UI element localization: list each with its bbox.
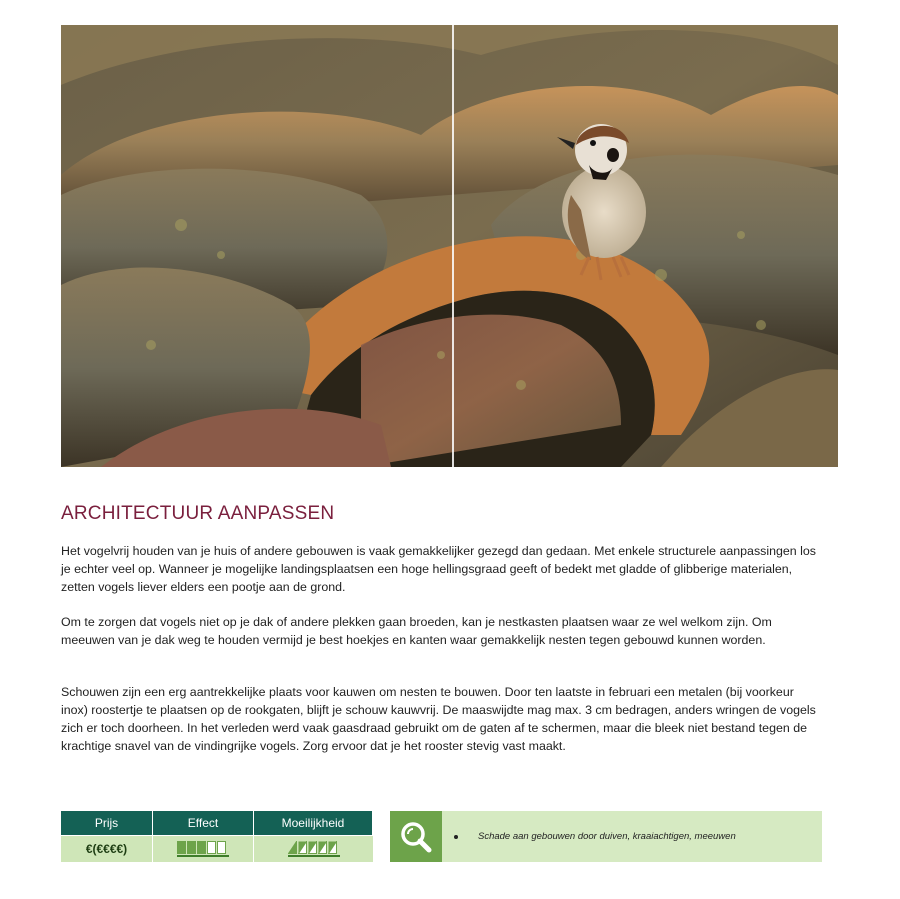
difficulty-rating — [254, 835, 373, 862]
difficulty-base-line — [288, 855, 340, 857]
effect-bar — [187, 841, 196, 854]
rating-header-effect: Effect — [153, 811, 254, 835]
difficulty-bar — [308, 841, 317, 854]
price-rating — [61, 835, 153, 862]
paragraph-chimneys: Schouwen zijn een erg aantrekkelijke plaats voor kauwen om nesten te bouwen. Door ten laatste in februari een metalen (bij voorkeur inox) roostertje te plaatsen op de rookgaten, blijft je schouw kauwvrij. De maaswijdte mag max. 3 cm bedragen, anders wringen de vogels zich er toch doorheen. In het verleden werd vaak gaasdraad gebruikt om de gaten af te schermen, maar die bleek niet bestand tegen de krachtige snavel van de vindingrijke vogels. Zorg ervoor dat je het rooster stevig vast maakt. — [61, 685, 816, 753]
effect-base-line — [177, 855, 229, 857]
paragraph-nestboxes: Om te zorgen dat vogels niet op je dak of andere plekken gaan broeden, kan je nestkasten plaatsen waar ze wel welkom zijn. Om meeuwen van je dak weg te houden vermijd je best hoekjes en kanten waar gemakkelijk nesten tegen gebouwd kunnen worden. — [61, 615, 772, 647]
effect-bar — [177, 841, 186, 854]
rating-header-difficulty: Moeilijkheid — [254, 811, 373, 835]
damage-item: Schade aan gebouwen door duiven, kraaiachtigen, meeuwen — [478, 831, 736, 842]
effect-bar — [217, 841, 226, 854]
rating-table — [61, 811, 373, 862]
rating-header-price: Prijs — [61, 811, 153, 835]
effect-bars — [177, 841, 226, 854]
hero-photo — [61, 25, 838, 467]
difficulty-bar — [318, 841, 327, 854]
difficulty-bar — [298, 841, 307, 854]
search-icon — [390, 811, 442, 862]
difficulty-bar — [328, 841, 337, 854]
bullet-icon — [454, 835, 458, 839]
difficulty-bars — [288, 841, 337, 854]
effect-bar — [207, 841, 216, 854]
effect-bar — [197, 841, 206, 854]
damage-list — [454, 831, 736, 842]
price-rating-label: €(€€€€) — [85, 842, 128, 856]
difficulty-bar — [288, 841, 297, 854]
damage-box — [390, 811, 822, 862]
effect-rating — [153, 835, 254, 862]
paragraph-intro: Het vogelvrij houden van je huis of andere gebouwen is vaak gemakkelijker gezegd dan gedaan. Met enkele structurele aanpassingen los je echter veel op. Wanneer je mogelijke landingsplaatsen een hoge hellingsgraad geeft of bedekt met gladde of glibberige materialen, zetten vogels liever elders een pootje aan de grond. — [61, 544, 816, 594]
sparrow-roof-tiles-image — [61, 25, 838, 467]
section-heading: ARCHITECTUUR AANPASSEN — [61, 503, 335, 524]
